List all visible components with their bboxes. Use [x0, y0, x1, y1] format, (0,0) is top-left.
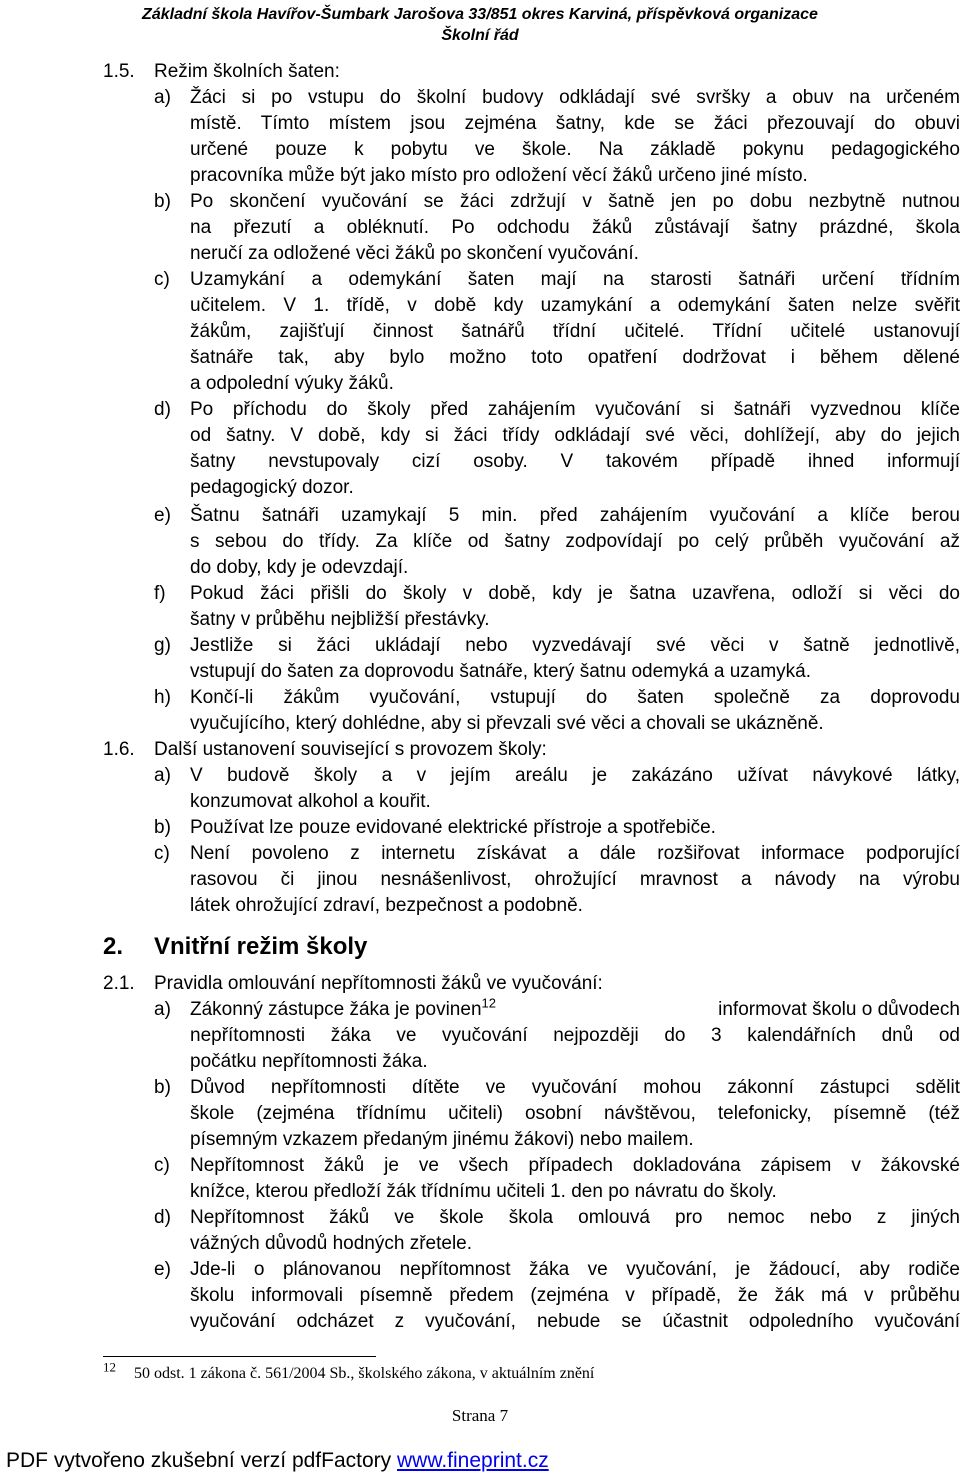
- item-text-line: vyučování odcházet z vyučování, nebude se účastnit odpoledního vyučování: [190, 1311, 960, 1332]
- footnote-divider: [103, 1356, 376, 1357]
- item-text-line: Důvod nepřítomnosti dítěte ve vyučování mohou zákonní zástupci sdělit: [190, 1077, 960, 1098]
- item-label: g): [154, 635, 171, 656]
- footnote-reference: 12: [481, 995, 496, 1011]
- item-text-line: Jde-li o plánovanou nepřítomnost žáka ve vyučování, je žádoucí, aby rodiče: [190, 1259, 960, 1280]
- item-text-line: počátku nepřítomnosti žáka.: [190, 1051, 428, 1072]
- item-text-line: Žáci si po vstupu do školní budovy odkládají své svršky a obuv na určeném: [190, 87, 960, 108]
- item-text-prefix: Zákonný zástupce žáka je povinen$^{12}$: [190, 995, 496, 1020]
- footnote-number: 12: [103, 1359, 116, 1375]
- item-label: a): [154, 87, 171, 108]
- item-text-line-first: [190, 997, 960, 1023]
- item-label: c): [154, 1155, 170, 1176]
- item-label: b): [154, 1077, 171, 1098]
- item-text-line: Po skončení vyučování se žáci zdržují v šatně jen po dobu nezbytně nutnou: [190, 191, 960, 212]
- item-text-line: do doby, kdy je odevzdají.: [190, 557, 409, 578]
- item-text-line: Nepřítomnost žáků je ve všech případech dokladována zápisem v žákovské: [190, 1155, 960, 1176]
- item-label: c): [154, 269, 170, 290]
- section-number: 1.5.: [103, 61, 135, 82]
- header-school-name: Základní škola Havířov-Šumbark Jarošova 33/851 okres Karviná, příspěvková organizace: [142, 6, 818, 23]
- item-text-line: vyučujícího, který dohlédne, aby si převzali své věci a chovali se ukázněně.: [190, 713, 824, 734]
- item-text-line: písemným vzkazem předaným jinému žákovi) nebo mailem.: [190, 1129, 694, 1150]
- item-text-line: látek ohrožující zdraví, bezpečnost a podobně.: [190, 895, 583, 916]
- item-label: a): [154, 999, 171, 1020]
- item-label: f): [154, 583, 166, 604]
- item-label: h): [154, 687, 171, 708]
- item-text-line: Končí-li žákům vyučování, vstupují do šaten společně za doprovodu: [190, 687, 960, 708]
- item-text-line: a odpolední výuky žáků.: [190, 373, 394, 394]
- item-label: b): [154, 191, 171, 212]
- item-text-line: Jestliže si žáci ukládají nebo vyzvedávají své věci v šatně jednotlivě,: [190, 635, 960, 656]
- item-text-line: V budově školy a v jejím areálu je zakázáno užívat návykové látky,: [190, 765, 960, 786]
- footnote: [103, 1361, 594, 1387]
- item-text-line: Uzamykání a odemykání šaten mají na starosti šatnáři určení třídním: [190, 269, 960, 290]
- item-text-line: Není povoleno z internetu získávat a dále rozšiřovat informace podporující: [190, 843, 960, 864]
- item-text-line: Po příchodu do školy před zahájením vyučování si šatnáři vyzvednou klíče: [190, 399, 960, 420]
- item-text-line: určené pouze k pobytu ve škole. Na základě pokynu pedagogického: [190, 139, 960, 160]
- item-text-line: Šatnu šatnáři uzamykají 5 min. před zahájením vyučování a klíče berou: [190, 505, 960, 526]
- item-text-line: Používat lze pouze evidované elektrické přístroje a spotřebiče.: [190, 817, 716, 838]
- section-number: 1.6.: [103, 739, 135, 760]
- item-label: a): [154, 765, 171, 786]
- item-text-suffix: informovat školu o důvodech: [718, 999, 960, 1020]
- item-text-line: na přezutí a obléknutí. Po odchodu žáků zůstávají šatny prázdné, škola: [190, 217, 960, 238]
- item-text-line: šatny nevstupovaly cizí osoby. V takovém případě ihned informují: [190, 451, 960, 472]
- section-2-number: 2.: [103, 933, 124, 960]
- item-text-line: šatnáře tak, aby bylo možno toto opatření dodržovat i během dělené: [190, 347, 960, 368]
- item-text-line: rasovou či jinou nesnášenlivost, ohrožující mravnost a návody na výrobu: [190, 869, 960, 890]
- item-label: b): [154, 817, 171, 838]
- item-text-line: žákům, zajišťují činnost šatnářů třídní učitelé. Třídní učitelé ustanovují: [190, 321, 960, 342]
- item-label: d): [154, 399, 171, 420]
- pdf-creator-footer: [6, 1449, 549, 1473]
- item-label: e): [154, 1259, 171, 1280]
- item-text-line: šatny v průběhu nejbližší přestávky.: [190, 609, 490, 630]
- item-text-line: konzumovat alkohol a kouřit.: [190, 791, 431, 812]
- item-text-line: neručí za odložené věci žáků po skončení vyučování.: [190, 243, 639, 264]
- pdf-creator-text: PDF vytvořeno zkušební verzí pdfFactory: [6, 1449, 392, 1472]
- item-text-line: pracovníka může být jako místo pro odložení věcí žáků určeno jiné místo.: [190, 165, 808, 186]
- page-number: Strana 7: [451, 1406, 509, 1425]
- item-text-line: Nepřítomnost žáků ve škole škola omlouvá pro nemoc nebo z jiných: [190, 1207, 960, 1228]
- item-text-line: učitelem. V 1. třídě, v době kdy uzamykání a odemykání šaten nelze svěřit: [190, 295, 960, 316]
- item-label: c): [154, 843, 170, 864]
- section-title: Pravidla omlouvání nepřítomnosti žáků ve vyučování:: [154, 973, 603, 994]
- item-text-line: vážných důvodů hodných zřetele.: [190, 1233, 473, 1254]
- item-label: e): [154, 505, 171, 526]
- header-document-title: Školní řád: [441, 27, 519, 44]
- item-text-line: knížce, kterou předloží žák třídnímu učiteli 1. den po návratu do školy.: [190, 1181, 777, 1202]
- section-2-heading: Vnitřní režim školy: [154, 933, 368, 960]
- item-label: d): [154, 1207, 171, 1228]
- item-text-line: pedagogický dozor.: [190, 477, 354, 498]
- section-number: 2.1.: [103, 973, 135, 994]
- footnote-text: 50 odst. 1 zákona č. 561/2004 Sb., školského zákona, v aktuálním znění: [134, 1365, 595, 1382]
- section-title: Další ustanovení související s provozem školy:: [154, 739, 547, 760]
- item-text-line: místě. Tímto místem jsou zejména šatny, kde se žáci přezouvají do obuvi: [190, 113, 960, 134]
- item-text-line: vstupují do šaten za doprovodu šatnáře, který šatnu odemyká a uzamyká.: [190, 661, 812, 682]
- item-text-line: od šatny. V době, kdy si žáci třídy odkládají své věci, dohlížejí, aby do jejich: [190, 425, 960, 446]
- section-title: Režim školních šaten:: [154, 61, 340, 82]
- item-text-line: škole (zejména třídnímu učiteli) osobní návštěvou, telefonicky, písemně (též: [190, 1103, 960, 1124]
- item-text-line: nepřítomnosti žáka ve vyučování nejpozději do 3 kalendářních dnů od: [190, 1025, 960, 1046]
- fineprint-link[interactable]: www.fineprint.cz: [397, 1449, 549, 1472]
- item-text-line: s sebou do třídy. Za klíče od šatny zodpovídají po celý průběh vyučování až: [190, 531, 960, 552]
- item-text-line: Pokud žáci přišli do školy v době, kdy je šatna uzavřena, odloží si věci do: [190, 583, 960, 604]
- item-text-line: školu informovali písemně předem (zejména v případě, že žák má v průběhu: [190, 1285, 960, 1306]
